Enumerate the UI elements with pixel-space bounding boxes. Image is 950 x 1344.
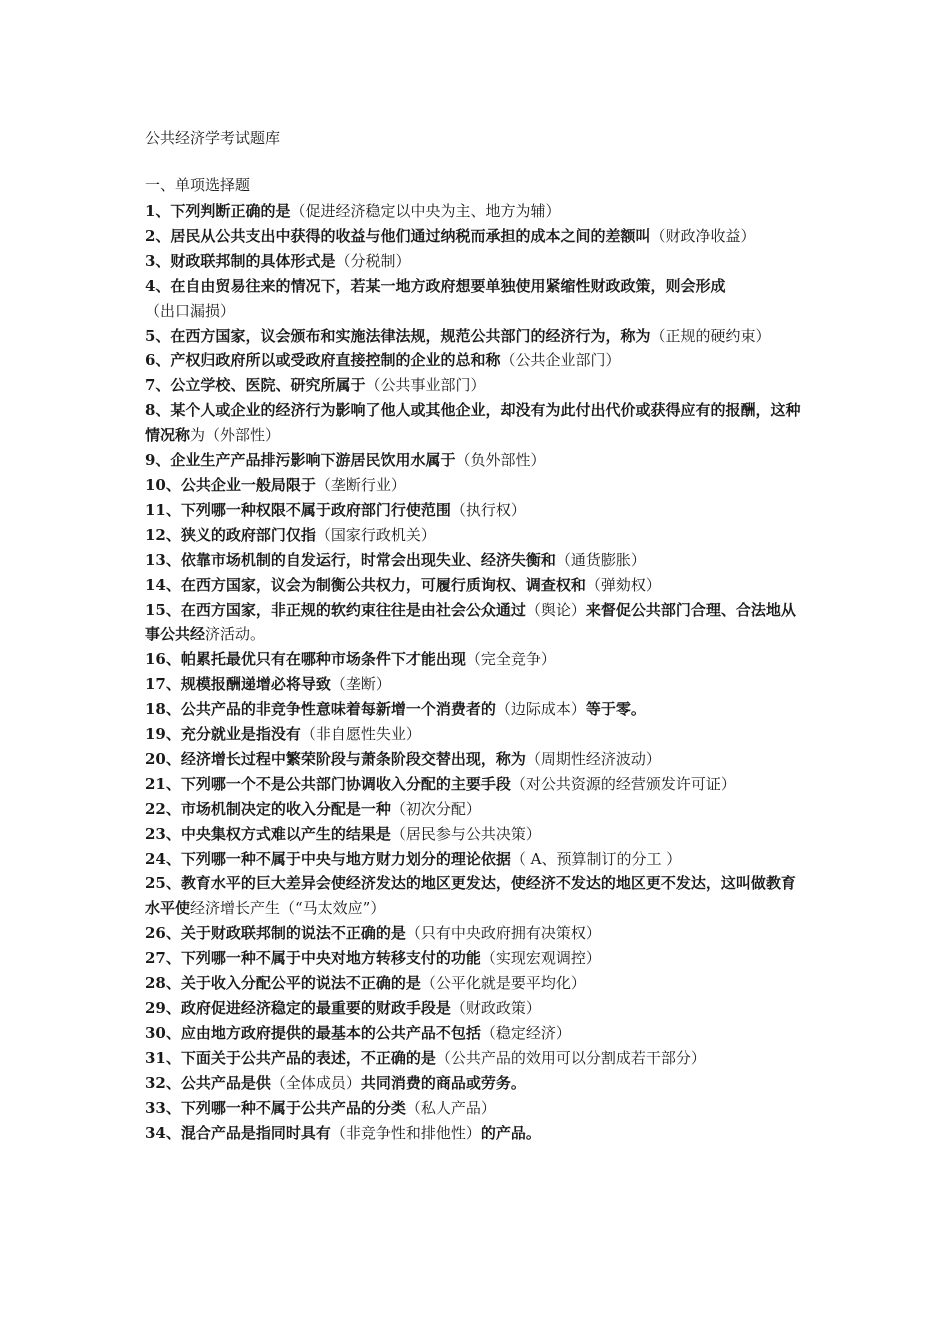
question-text: 19、充分就业是指没有 [145, 725, 301, 744]
question-item [145, 871, 810, 921]
question-text: 32、公共产品是供 [145, 1073, 271, 1092]
answer-text: （居民参与公共决策） [390, 824, 541, 843]
question-text: 1、下列判断正确的是 [145, 202, 291, 220]
question-item [145, 921, 810, 946]
answer-text: （公共产品的效用可以分割成若干部分） [435, 1048, 706, 1067]
question-text: 12、狭义的政府部门仅指 [145, 525, 316, 544]
question-item [145, 697, 810, 722]
question-item [145, 647, 810, 672]
answer-text: （弹劾权） [585, 575, 661, 594]
answer-text: （国家行政机关） [315, 525, 436, 544]
question-text: 8、某个人或企业的经济行为影响了他人或其他企业，却没有为此付出代价或获得应有的报酬，这种情况称 [145, 401, 801, 445]
answer-text: （实现宏观调控） [480, 949, 601, 968]
answer-text: （只有中央政府拥有决策权） [405, 924, 601, 943]
question-item [145, 672, 810, 697]
question-item [145, 772, 810, 797]
question-item [145, 448, 810, 473]
section-title: 一、单项选择题 [145, 176, 251, 194]
question-text: 7、公立学校、医院、研究所属于 [145, 376, 366, 395]
answer-text: （非竞争性和排他性） [330, 1123, 481, 1142]
question-item [145, 274, 810, 324]
answer-text: （舆论） [525, 600, 586, 619]
question-text: 31、下面关于公共产品的表述，不正确的是 [145, 1048, 436, 1067]
question-text: 15、在西方国家，非正规的软约束往往是由社会公众通过 [145, 600, 526, 619]
document-title: 公共经济学考试题库 [145, 129, 281, 147]
answer-text: （ A、预算制订的分工 ） [510, 849, 682, 868]
question-text: 26、关于财政联邦制的说法不正确的是 [145, 924, 406, 943]
question-item [145, 398, 810, 448]
answer-text: 为（外部性） [190, 426, 281, 445]
answer-text: （分税制） [335, 251, 411, 270]
answer-text: （周期性经济波动） [525, 749, 661, 768]
question-text: 10、公共企业一般局限于 [145, 475, 316, 494]
question-item [145, 224, 810, 249]
answer-text: （出口漏损） [145, 301, 236, 320]
question-list [145, 199, 810, 1145]
answer-text: （财政政策） [450, 999, 541, 1017]
question-text: 34、混合产品是指同时具有 [145, 1123, 331, 1142]
answer-text: （正规的硬约束） [650, 326, 771, 345]
question-tail-text: 共同消费的商品或劳务。 [360, 1073, 526, 1092]
question-text: 4、在自由贸易往来的情况下，若某一地方政府想要单独使用紧缩性财政政策，则会形成 [145, 276, 726, 295]
answer-text: （促进经济稳定以中央为主、地方为辅） [290, 202, 561, 220]
answer-text: （执行权） [450, 500, 526, 519]
question-tail-text: 的产品。 [480, 1123, 541, 1142]
question-item [145, 473, 810, 498]
question-text: 24、下列哪一种不属于中央与地方财力划分的理论依据 [145, 849, 511, 868]
question-item [145, 847, 810, 872]
answer-text: （负外部性） [455, 451, 546, 470]
question-item [145, 573, 810, 598]
question-item [145, 1046, 810, 1071]
question-text: 22、市场机制决定的收入分配是一种 [145, 799, 391, 818]
question-item [145, 1021, 810, 1046]
question-text: 17、规模报酬递增必将导致 [145, 675, 331, 694]
question-text: 20、经济增长过程中繁荣阶段与萧条阶段交替出现，称为 [145, 749, 526, 768]
question-item [145, 722, 810, 747]
question-item [145, 373, 810, 398]
question-text: 16、帕累托最优只有在哪种市场条件下才能出现 [145, 650, 466, 669]
question-item [145, 199, 810, 224]
question-text: 3、财政联邦制的具体形式是 [145, 251, 336, 270]
question-text: 9、企业生产产品排污影响下游居民饮用水属于 [145, 451, 456, 470]
question-text: 5、在西方国家，议会颁布和实施法律法规，规范公共部门的经济行为，称为 [145, 326, 651, 345]
question-text: 6、产权归政府所以或受政府直接控制的企业的总和称 [145, 351, 501, 370]
question-text: 11、下列哪一种权限不属于政府部门行使范围 [145, 500, 451, 519]
answer-text: （公共事业部门） [365, 376, 486, 395]
question-item [145, 324, 810, 349]
question-item [145, 946, 810, 971]
question-text: 21、下列哪一个不是公共部门协调收入分配的主要手段 [145, 774, 511, 793]
document-page [145, 128, 810, 1145]
question-tail-text: 等于零。 [585, 700, 646, 719]
question-text: 29、政府促进经济稳定的最重要的财政手段是 [145, 999, 451, 1017]
question-text: 30、应由地方政府提供的最基本的公共产品不包括 [145, 1023, 481, 1042]
question-item [145, 1121, 810, 1146]
question-item [145, 348, 810, 373]
answer-text: （稳定经济） [480, 1023, 571, 1042]
question-text: 23、中央集权方式难以产生的结果是 [145, 824, 391, 843]
question-text: 33、下列哪一种不属于公共产品的分类 [145, 1098, 406, 1117]
question-item [145, 1071, 810, 1096]
answer-text: （对公共资源的经营颁发许可证） [510, 774, 736, 793]
question-text: 13、依靠市场机制的自发运行，时常会出现失业、经济失衡和 [145, 550, 556, 569]
question-item [145, 822, 810, 847]
answer-text: （财政净收益） [650, 226, 756, 245]
question-item [145, 523, 810, 548]
question-text: 14、在西方国家，议会为制衡公共权力，可履行质询权、调查权和 [145, 575, 586, 594]
question-item [145, 797, 810, 822]
answer-text: （公平化就是要平均化） [420, 974, 586, 993]
question-text: 18、公共产品的非竞争性意味着每新增一个消费者的 [145, 700, 496, 719]
answer-tail-text: 济活动。 [205, 625, 266, 644]
answer-text: （通货膨胀） [555, 550, 646, 569]
question-text: 2、居民从公共支出中获得的收益与他们通过纳税而承担的成本之间的差额叫 [145, 226, 651, 245]
question-item [145, 1096, 810, 1121]
answer-text: （私人产品） [405, 1098, 496, 1117]
answer-text: （垄断行业） [315, 475, 406, 494]
question-item [145, 747, 810, 772]
answer-text: 经济增长产生（“马太效应”） [190, 899, 386, 918]
answer-text: （边际成本） [495, 700, 586, 719]
answer-text: （全体成员） [270, 1073, 361, 1092]
answer-text: （公共企业部门） [500, 351, 621, 370]
question-tail-text: 来督促公共部门合理、合法地从事公共经 [145, 600, 796, 644]
answer-text: （初次分配） [390, 799, 481, 818]
question-text: 27、下列哪一种不属于中央对地方转移支付的功能 [145, 949, 481, 968]
answer-text: （完全竞争） [465, 650, 556, 669]
answer-text: （垄断） [330, 675, 391, 694]
question-item [145, 249, 810, 274]
question-item [145, 996, 810, 1021]
question-item [145, 598, 810, 648]
question-text: 28、关于收入分配公平的说法不正确的是 [145, 974, 421, 993]
question-text: 25、教育水平的巨大差异会使经济发达的地区更发达，使经济不发达的地区更不发达，这叫做教育水平使 [145, 874, 796, 918]
question-item [145, 548, 810, 573]
answer-text: （非自愿性失业） [300, 725, 421, 744]
question-item [145, 971, 810, 996]
question-item [145, 498, 810, 523]
